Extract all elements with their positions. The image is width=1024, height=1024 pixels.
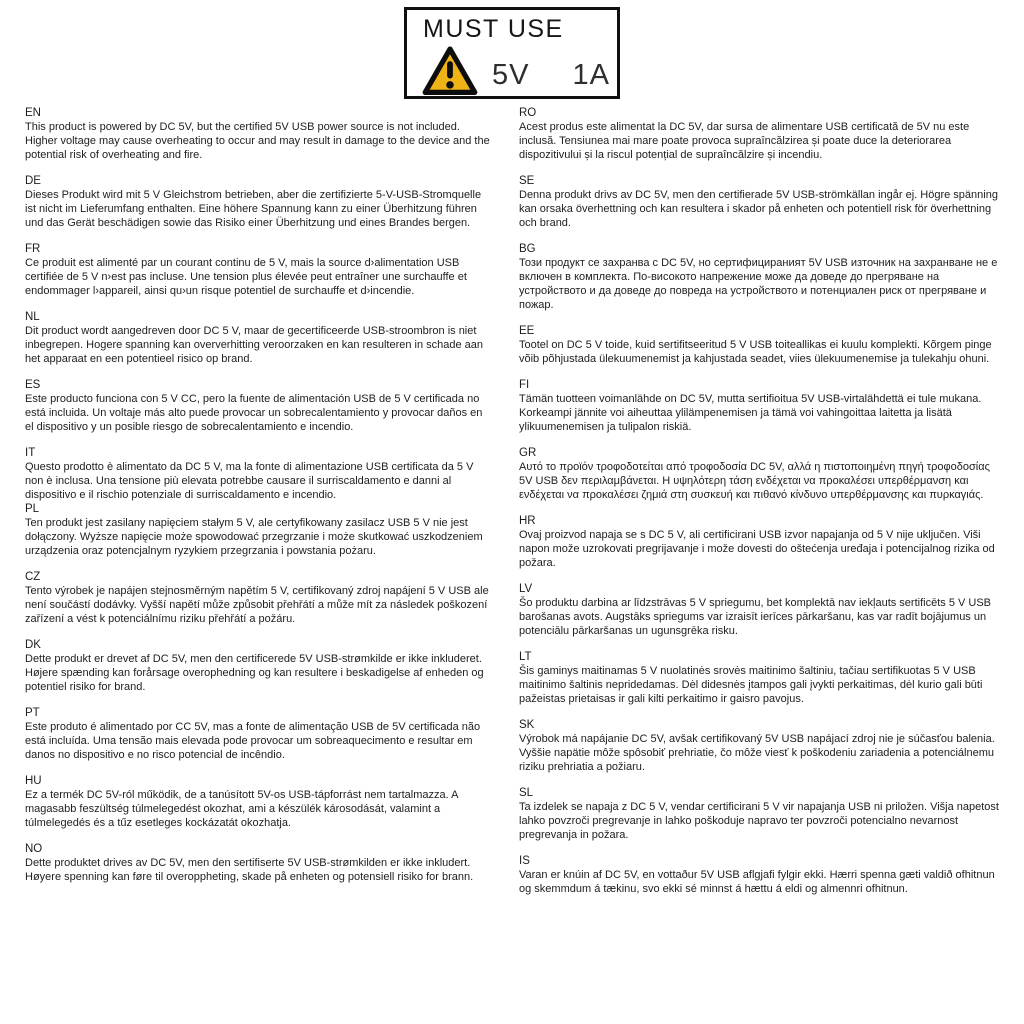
language-text: Ez a termék DC 5V-ról működik, de a tanúsított 5V-os USB-tápforrást nem tartalmazza. A magasabb feszültség túlmelegedést okozhat, ami a készülék károsodását, valamint a túlmelegedés és a tűz esetleges kockázatát okozhatja. (25, 789, 458, 829)
language-text: Ce produit est alimenté par un courant continu de 5 V, mais la source d›alimentation USB certifiée de 5 V n›est pas incluse. Une tension plus élevée peut entraîner une surchauffe et endommager l›appareil, ainsi qu›un risque potentiel de surchauffe et d›incendie. (25, 257, 467, 297)
language-text: Tootel on DC 5 V toide, kuid sertifitseeritud 5 V USB toiteallikas ei kuulu komplekti. Kõrgem pinge võib põhjustada ülekuumenemist ja kahjustada seadet, viies ülekuumenemise ja tulekahju ohuni. (519, 339, 992, 365)
language-code: DE (25, 175, 41, 187)
language-text: Dieses Produkt wird mit 5 V Gleichstrom betrieben, aber die zertifizierte 5-V-USB-Stromquelle ist nicht im Lieferumfang enthalten. Eine höhere Spannung kann zu einer Überhitzung führen und das Gerät beschädigen sowie das Risiko einer Überhitzung und eines Brandes bergen. (25, 189, 482, 229)
warning-triangle-icon (421, 45, 479, 97)
language-code: IT (25, 447, 36, 459)
language-section-hr (519, 514, 1003, 570)
language-text: Ovaj proizvod napaja se s DC 5 V, ali certificirani USB izvor napajanja od 5 V nije uključen. Viši napon može uzrokovati pregrijavanje i može dovesti do oštećenja uređaja i potencijalnog rizika od požara. (519, 529, 995, 569)
language-text: Ta izdelek se napaja z DC 5 V, vendar certificirani 5 V vir napajanja USB ni priložen. Višja napetost lahko povzroči pregrevanje in lahko poškoduje napravo ter povzroči potencialno nevarnost pregrevanja in požara. (519, 801, 999, 841)
language-section-hu (25, 774, 491, 830)
must-use-title: MUST USE (423, 15, 564, 43)
language-code: IS (519, 855, 530, 867)
power-spec (492, 50, 610, 92)
language-section-pl (25, 502, 491, 558)
language-text: Ten produkt jest zasilany napięciem stałym 5 V, ale certyfikowany zasilacz USB 5 V nie jest dołączony. Wyższe napięcie może spowodować przegrzanie i może skutkować uszkodzeniem urządzenia oraz potencjalnym ryzykiem przegrzania i powstania pożaru. (25, 517, 483, 557)
language-section-se (519, 174, 1003, 230)
language-text: Este produto é alimentado por CC 5V, mas a fonte de alimentação USB de 5V certificada não está incluída. Uma tensão mais elevada pode provocar um sobreaquecimento e resultar em danos no dispositivo e no risco potencial de incêndio. (25, 721, 481, 761)
language-section-dk (25, 638, 491, 694)
language-section-ro (519, 106, 1003, 162)
language-code: RO (519, 107, 537, 119)
language-code: HR (519, 515, 536, 527)
language-code: GR (519, 447, 537, 459)
language-section-fi (519, 378, 1003, 434)
language-text: Varan er knúin af DC 5V, en vottaður 5V USB aflgjafi fylgir ekki. Hærri spenna gæti valdið ofhitnun og skemmdum á tækinu, svo ekki sé minnst á hættu á eldi og almennri ofhitnun. (519, 869, 995, 895)
language-text: Tämän tuotteen voimanlähde on DC 5V, mutta sertifioitua 5V USB-virtalähdettä ei tule mukana. Korkeampi jännite voi aiheuttaa ylilämpenemisen ja tämä voi vahingoittaa laitetta ja lisätä ylikuumenemisen ja tulipalon riskiä. (519, 393, 982, 433)
dc-voltage-icon (531, 50, 563, 83)
language-code: BG (519, 243, 536, 255)
language-text: Dette produktet drives av DC 5V, men den sertifiserte 5V USB-strømkilden er ikke inkludert. Høyere spenning kan føre til overoppheting, skade på enheten og potensiell risiko for brann. (25, 857, 474, 883)
language-section-es (25, 378, 491, 434)
language-section-en (25, 106, 491, 162)
language-section-is (519, 854, 1003, 896)
language-code: EE (519, 325, 535, 337)
voltage-value: 5V (492, 59, 530, 91)
power-spec-row (421, 45, 617, 97)
language-code: HU (25, 775, 42, 787)
left-language-column (25, 106, 491, 896)
language-code: FR (25, 243, 41, 255)
language-text: Tento výrobek je napájen stejnosměrným napětím 5 V, certifikovaný zdroj napájení 5 V USB ale není součástí dodávky. Vyšší napětí může způsobit přehřátí a může mít za následek poškození zařízení a vést k potenciálnímu riziku přehřátí a požáru. (25, 585, 489, 625)
language-section-pt (25, 706, 491, 762)
current-value: 1A (572, 59, 610, 91)
right-language-column (519, 106, 1003, 908)
language-code: CZ (25, 571, 41, 583)
language-text: Questo prodotto è alimentato da DC 5 V, ma la fonte di alimentazione USB certificata da 5 V non è inclusa. Una tensione più elevata potrebbe causare il surriscaldamento e danni al dispositivo e il rischio potenziale di surriscaldamento e incendio. (25, 461, 474, 501)
language-text: Dette produkt er drevet af DC 5V, men den certificerede 5V USB-strømkilde er ikke inkluderet. Højere spænding kan forårsage overophedning og kan resultere i beskadigelse af enheden og potentiel risiko for brand. (25, 653, 484, 693)
language-code: PT (25, 707, 40, 719)
language-text: Този продукт се захранва с DC 5V, но сертифицираният 5V USB източник на захранване не е включен в комплекта. По-високото напрежение може да доведе до прегряване на устройството и да доведе до повреда на устройството и потенциален риск от прегряване и пожар. (519, 257, 998, 311)
language-section-de (25, 174, 491, 230)
language-section-sk (519, 718, 1003, 774)
language-section-nl (25, 310, 491, 366)
language-section-sl (519, 786, 1003, 842)
language-section-no (25, 842, 491, 884)
language-code: LT (519, 651, 532, 663)
language-text: Denna produkt drivs av DC 5V, men den certifierade 5V USB-strömkällan ingår ej. Högre spänning kan orsaka överhettning och kan resultera i skador på enheten och potentiell risk för överhettning och brand. (519, 189, 998, 229)
language-text: Acest produs este alimentat la DC 5V, dar sursa de alimentare USB certificată de 5V nu este inclusă. Tensiunea mai mare poate provoca supraîncălzirea și poate duce la deteriorarea dispozitivului și la riscul potențial de supraîncălzire și incendiu. (519, 121, 970, 161)
language-code: EN (25, 107, 41, 119)
language-code: ES (25, 379, 41, 391)
language-code: SK (519, 719, 535, 731)
language-section-ee (519, 324, 1003, 366)
language-code: SL (519, 787, 534, 799)
language-code: FI (519, 379, 530, 391)
language-text: Šis gaminys maitinamas 5 V nuolatinės srovės maitinimo šaltiniu, tačiau sertifikuotas 5 V USB maitinimo šaltinis nepridedamas. Dėl didesnės įtampos gali įvykti perkaitimas, dėl kurio gali būti pažeistas prietaisas ir gali kilti perkaitimo ir gaisro pavojus. (519, 665, 983, 705)
language-section-fr (25, 242, 491, 298)
language-code: NO (25, 843, 43, 855)
language-text: Dit product wordt aangedreven door DC 5 V, maar de gecertificeerde USB-stroombron is niet inbegrepen. Hogere spanning kan oververhitting veroorzaken en kan resulteren in schade aan het apparaat en een potentieel risico op brand. (25, 325, 484, 365)
language-code: DK (25, 639, 41, 651)
language-text: Este producto funciona con 5 V CC, pero la fuente de alimentación USB de 5 V certificada no está incluida. Un voltaje más alto puede provocar un sobrecalentamiento y provocar daños en el dispositivo y un posible riesgo de sobrecalentamiento e incendio. (25, 393, 483, 433)
language-section-lv (519, 582, 1003, 638)
language-section-gr (519, 446, 1003, 502)
language-code: LV (519, 583, 533, 595)
language-text: This product is powered by DC 5V, but the certified 5V USB power source is not included. Higher voltage may cause overheating to occur and may result in damage to the device and the potential risk of overheating and fire. (25, 121, 490, 161)
language-text: Výrobok má napájanie DC 5V, avšak certifikovaný 5V USB napájací zdroj nie je súčasťou balenia. Vyššie napätie môže spôsobiť prehriatie, čo môže viesť k poškodeniu zariadenia a potenciálnemu riziku prehriatia a požiaru. (519, 733, 995, 773)
language-code: PL (25, 503, 40, 515)
language-section-bg (519, 242, 1003, 312)
language-code: SE (519, 175, 535, 187)
language-section-cz (25, 570, 491, 626)
language-code: NL (25, 311, 40, 323)
language-section-it (25, 446, 491, 502)
must-use-warning-box (404, 7, 620, 99)
language-section-lt (519, 650, 1003, 706)
language-text: Αυτό το προϊόν τροφοδοτείται από τροφοδοσία DC 5V, αλλά η πιστοποιημένη πηγή τροφοδοσίας 5V USB δεν περιλαμβάνεται. Η υψηλότερη τάση ενδέχεται να προκαλέσει υπερθέρμανση και ενδέχεται να προκαλέσει ζημιά στη συσκευή και πιθανό κίνδυνο υπερθέρμανσης και πυρκαγιάς. (519, 461, 990, 501)
language-text: Šo produktu darbina ar līdzstrāvas 5 V spriegumu, bet komplektā nav iekļauts sertificēts 5 V USB barošanas avots. Augstāks spriegums var izraisīt ierīces pārkaršanu, kas var radīt bojājumus un potenciālu pārkaršanas un ugunsgrēka risku. (519, 597, 992, 637)
